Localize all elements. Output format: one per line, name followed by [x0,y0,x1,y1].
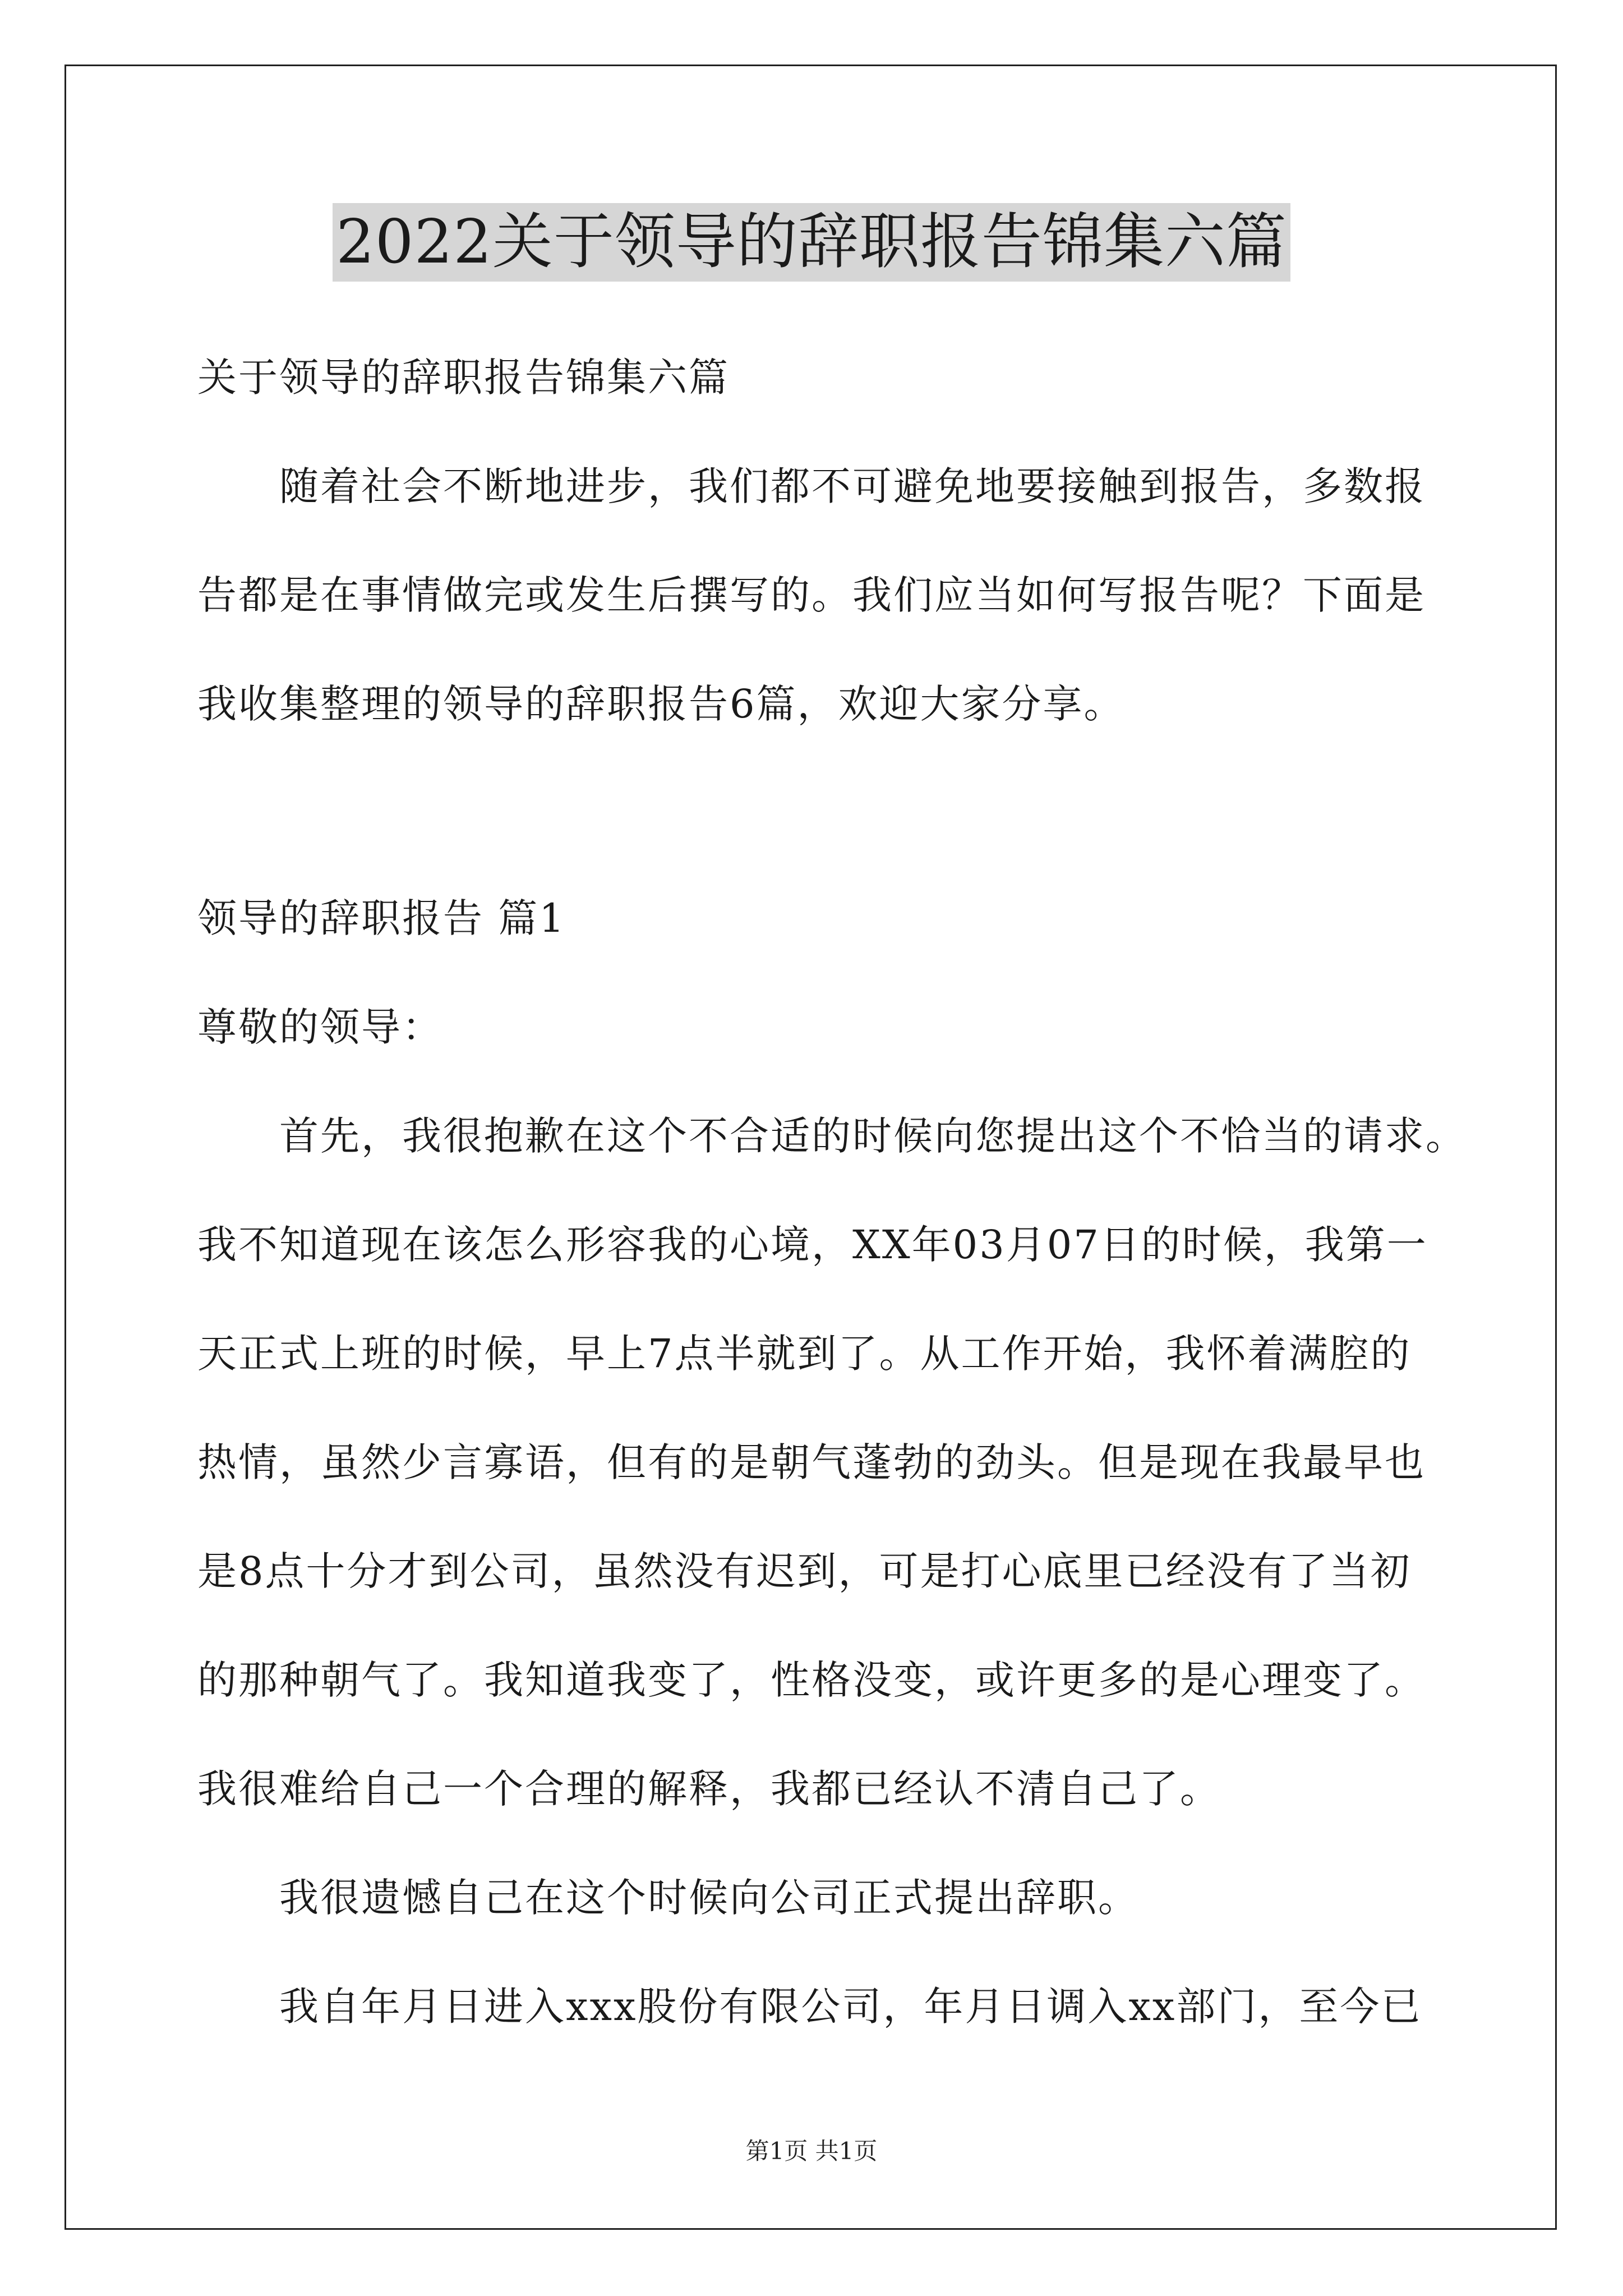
paragraph-line: 的那种朝气了。我知道我变了，性格没变，或许更多的是心理变了。 [197,1657,1426,1703]
salutation: 尊敬的领导： [197,1004,443,1050]
paragraph-line: 首先，我很抱歉在这个不合适的时候向您提出这个不恰当的请求。 [279,1113,1467,1159]
section-heading: 领导的辞职报告 篇1 [197,895,566,941]
page-footer: 第1页 共1页 [745,2137,878,2165]
paragraph-line: 是8点十分才到公司，虽然没有迟到，可是打心底里已经没有了当初 [197,1548,1412,1594]
paragraph-line: 我不知道现在该怎么形容我的心境，XX年03月07日的时候，我第一 [197,1222,1428,1268]
intro-line: 告都是在事情做完或发生后撰写的。我们应当如何写报告呢？下面是 [197,572,1426,618]
paragraph-line: 我很难给自己一个合理的解释，我都已经认不清自己了。 [197,1766,1221,1812]
intro-line: 随着社会不断地进步，我们都不可避免地要接触到报告，多数报 [279,463,1426,509]
paragraph-line: 热情，虽然少言寡语，但有的是朝气蓬勃的劲头。但是现在我最早也 [197,1439,1426,1485]
subtitle: 关于领导的辞职报告锦集六篇 [197,355,730,401]
paragraph-line: 我自年月日进入xxx股份有限公司，年月日调入xx部门，至今已 [279,1984,1422,2030]
title-wrapper [0,203,1623,282]
paragraph-line: 天正式上班的时候，早上7点半就到了。从工作开始，我怀着满腔的 [197,1331,1412,1377]
intro-line: 我收集整理的领导的辞职报告6篇，欢迎大家分享。 [197,681,1125,727]
paragraph-line: 我很遗憾自己在这个时候向公司正式提出辞职。 [279,1875,1139,1921]
document-title: 2022关于领导的辞职报告锦集六篇 [333,203,1290,282]
